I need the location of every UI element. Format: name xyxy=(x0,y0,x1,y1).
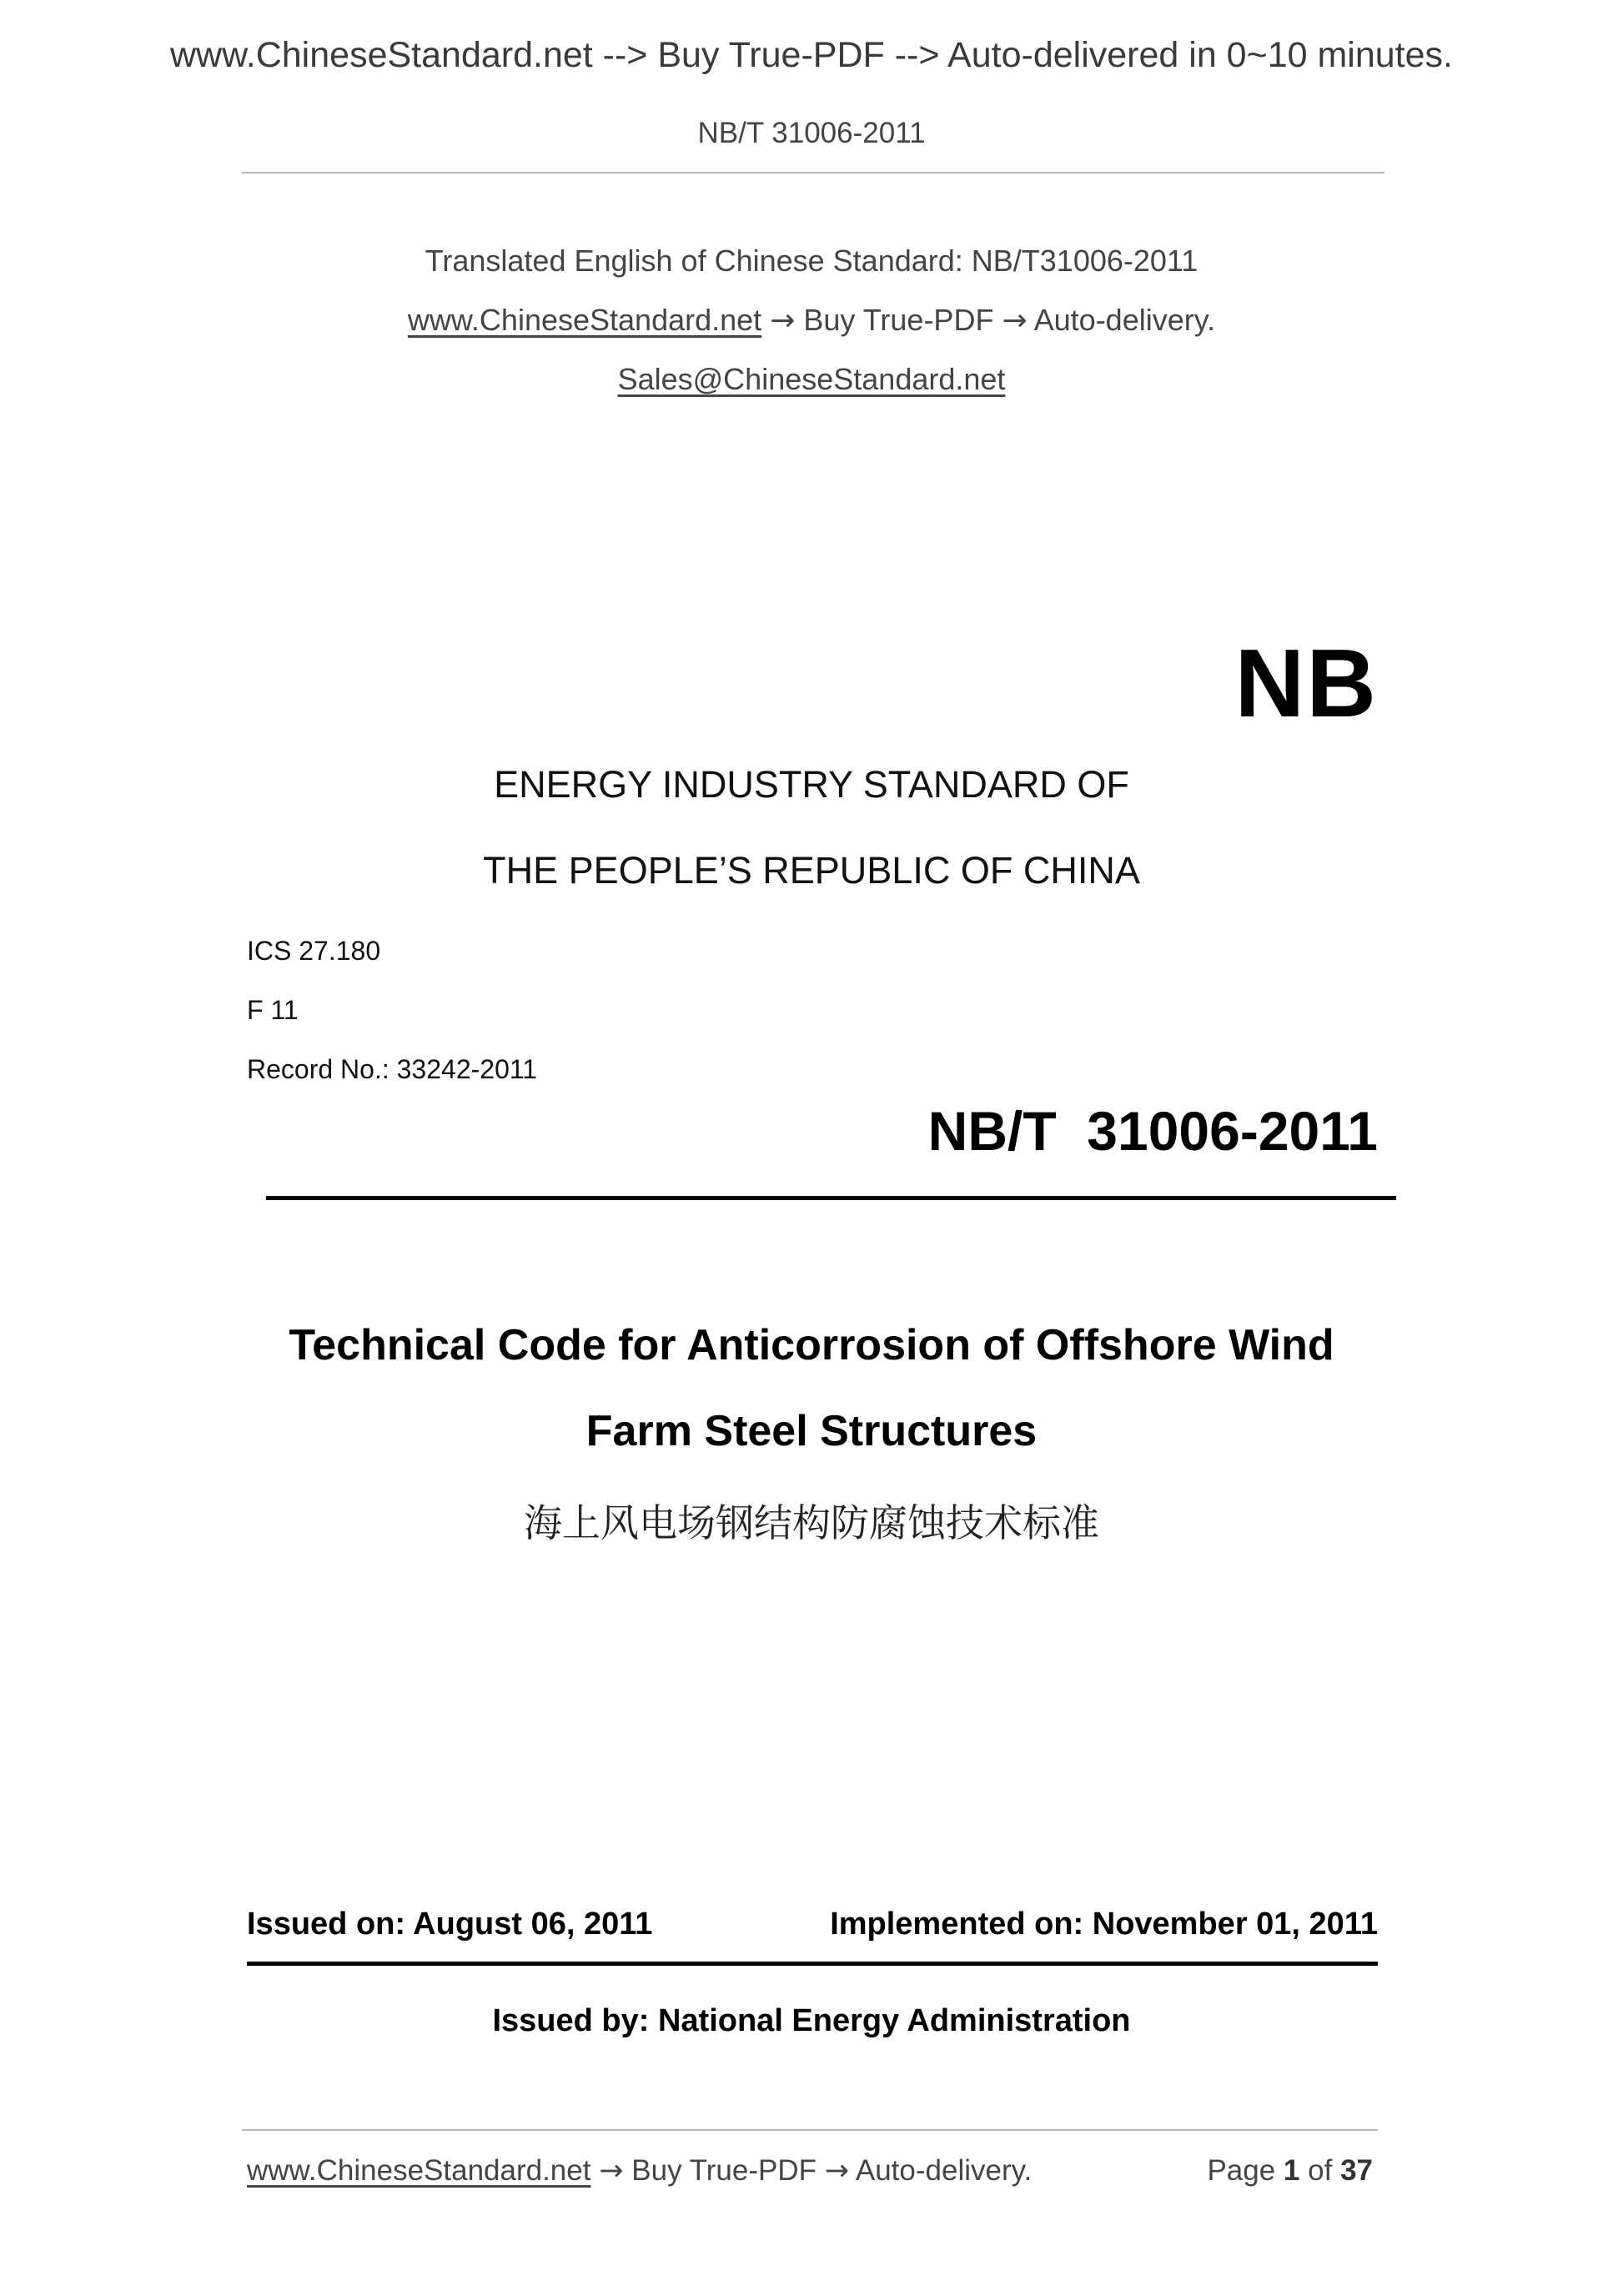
arrow-right-icon: → xyxy=(824,2154,850,2188)
implemented-date: Implemented on: November 01, 2011 xyxy=(830,1907,1378,1942)
top-banner: www.ChineseStandard.net --> Buy True-PDF --> Auto-delivered in 0~10 minutes. xyxy=(169,35,1453,75)
arrow-right-icon: → xyxy=(599,2154,624,2188)
arrow-right-icon: → xyxy=(1002,304,1028,338)
sales-email-link[interactable]: Sales@ChineseStandard.net xyxy=(617,362,1006,396)
site-link[interactable]: www.ChineseStandard.net xyxy=(407,303,762,337)
page-label: Page xyxy=(1207,2154,1276,2187)
record-number: Record No.: 33242-2011 xyxy=(247,1054,538,1084)
of-label: of xyxy=(1308,2154,1333,2187)
footer-divider xyxy=(242,2129,1378,2131)
dates-divider xyxy=(247,1962,1378,1966)
page-total: 37 xyxy=(1340,2154,1373,2187)
footer-site-link[interactable]: www.ChineseStandard.net xyxy=(247,2154,591,2187)
standard-org-line1: ENERGY INDUSTRY STANDARD OF xyxy=(494,763,1129,806)
standard-org-line2: THE PEOPLE’S REPUBLIC OF CHINA xyxy=(483,849,1140,892)
issuing-authority: Issued by: National Energy Administration xyxy=(492,2003,1131,2038)
footer-buy-text: Buy True-PDF xyxy=(631,2154,817,2187)
arrow-right-icon: → xyxy=(770,304,796,338)
footer-promo xyxy=(247,2154,1032,2188)
issued-date: Issued on: August 06, 2011 xyxy=(247,1907,653,1942)
footer-delivery-text: Auto-delivery. xyxy=(855,2154,1033,2187)
header-divider xyxy=(242,172,1384,173)
classification-code: F 11 xyxy=(247,995,299,1025)
buy-pdf-text: Buy True-PDF xyxy=(803,303,994,337)
promo-line xyxy=(0,303,1623,338)
standard-number: NB/T 31006-2011 xyxy=(927,1100,1378,1162)
title-divider xyxy=(266,1196,1396,1200)
page-current: 1 xyxy=(1283,2154,1300,2187)
auto-delivery-text: Auto-delivery. xyxy=(1033,303,1216,337)
header-standard-code: NB/T 31006-2011 xyxy=(697,117,926,149)
nb-logo: NB xyxy=(1234,629,1378,737)
email-line xyxy=(0,362,1623,397)
ics-code: ICS 27.180 xyxy=(247,936,381,966)
document-title-line1: Technical Code for Anticorrosion of Offshore Wind xyxy=(289,1321,1334,1369)
translation-line: Translated English of Chinese Standard: NB/T31006-2011 xyxy=(425,244,1198,278)
document-title-line2: Farm Steel Structures xyxy=(585,1407,1038,1455)
page-indicator xyxy=(1207,2154,1373,2188)
document-title-chinese: 海上风电场钢结构防腐蚀技术标准 xyxy=(524,1500,1099,1545)
